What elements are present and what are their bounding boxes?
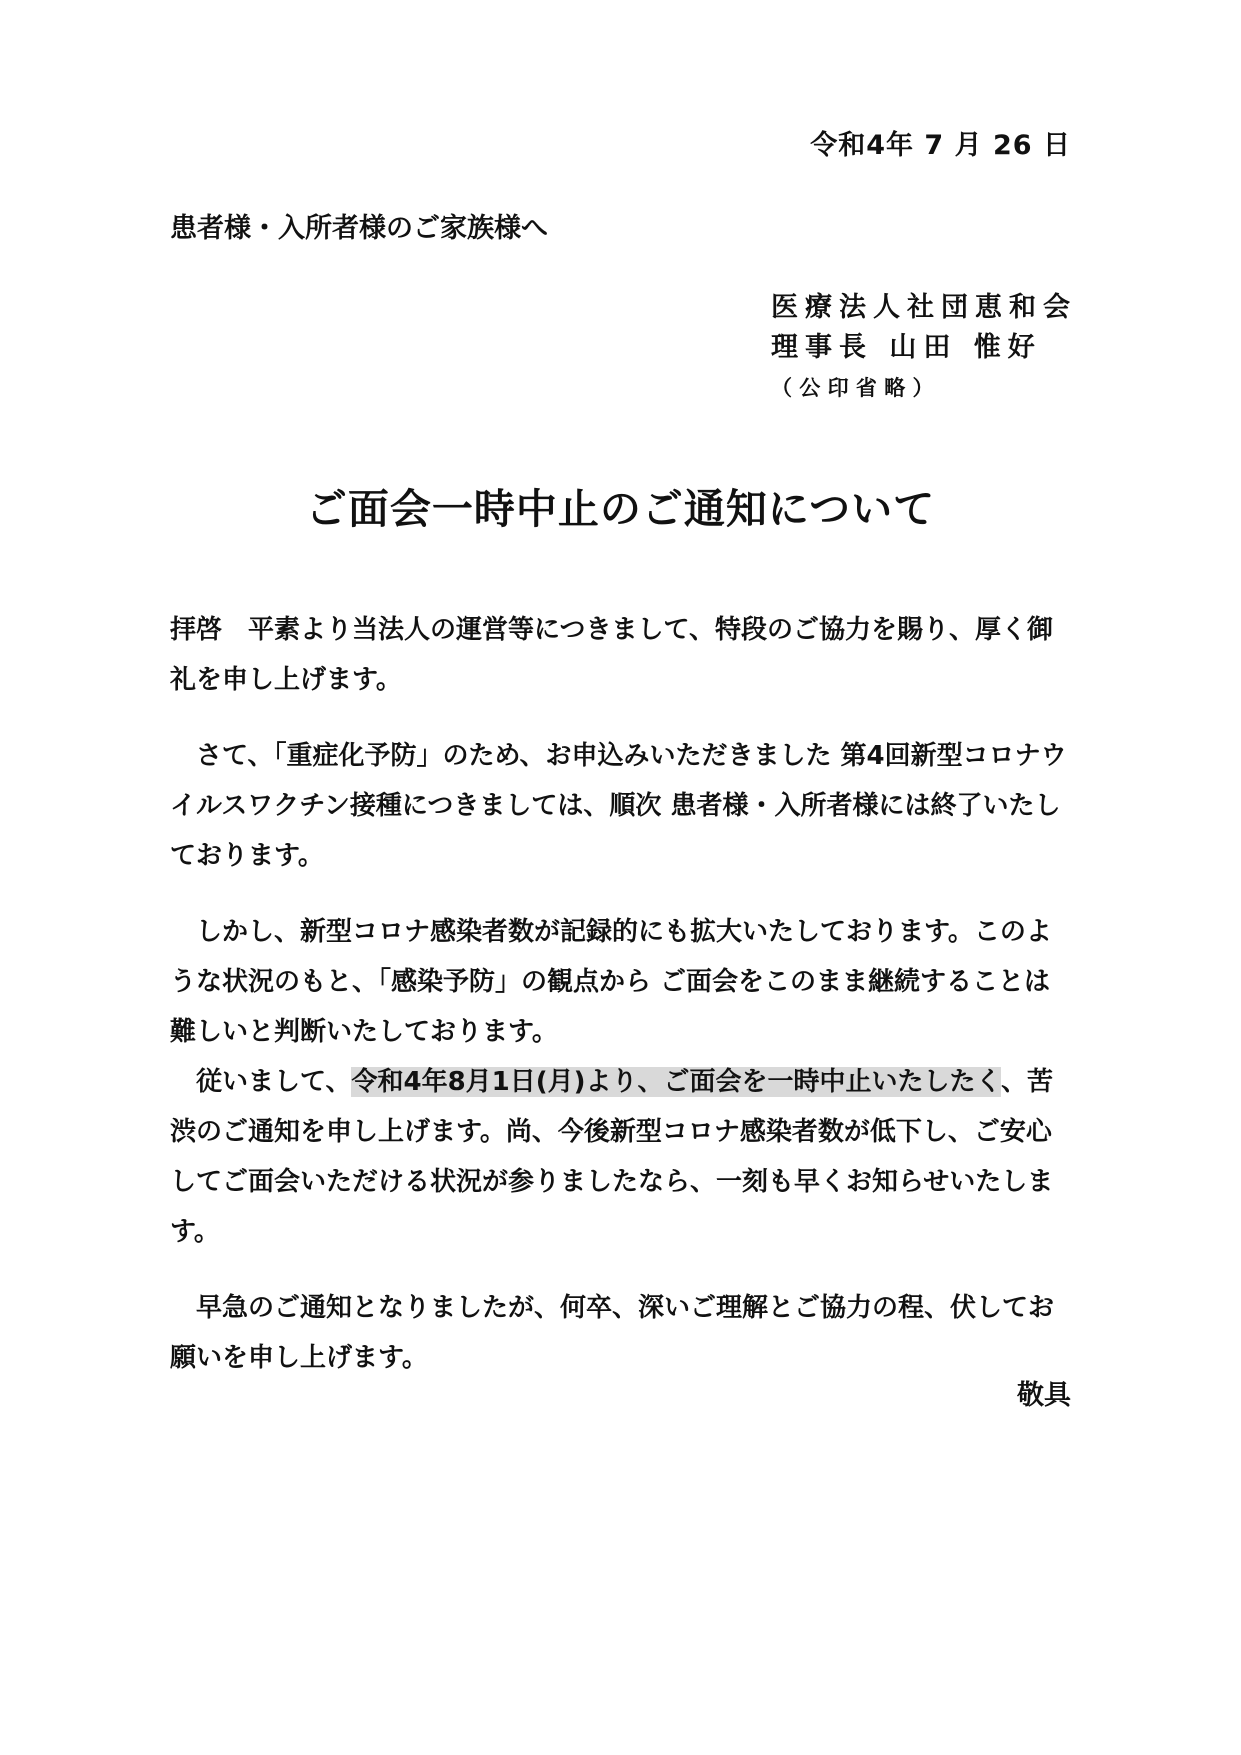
suspension-intro: 従いまして、	[196, 1067, 352, 1097]
letter-date: 令和4年 7 月 26 日	[810, 130, 1071, 161]
paragraph-request: 早急のご通知となりましたが、何卒、深いご理解とご協力の程、伏してお願いを申し上げます。	[170, 1293, 1055, 1373]
letter-recipient: 患者様・入所者様のご家族様へ	[170, 213, 548, 244]
suspension-date-highlight: 令和4年8月1日(月)より、ご面会を一時中止いたしたく	[351, 1067, 1002, 1097]
paragraph-infection: しかし、新型コロナ感染者数が記録的にも拡大いたしております。このような状況のもと、「感染予防」の観点から ご面会をこのまま継続することは難しいと判断いたしております。	[170, 917, 1052, 1047]
seal-omitted-note: （ 公 印 省 略 ）	[771, 376, 934, 400]
letter-closing: 敬具	[1017, 1380, 1071, 1411]
letter-body	[170, 605, 1070, 1383]
sender-chairman: 理事長 山田 惟好	[771, 332, 1042, 363]
letter-sender	[771, 288, 1077, 408]
sender-organization: 医療法人社団恵和会	[771, 292, 1077, 323]
letter-title: ご面会一時中止のご通知について	[305, 485, 936, 533]
suspension-detail: 、苦渋のご通知を申し上げます。尚、今後新型コロナ感染者数が低下し、ご安心してご面会いただける状況が参りましたなら、一刻も早くお知らせいたします。	[170, 1067, 1054, 1247]
paragraph-vaccination: さて、「重症化予防」のため、お申込みいただきました 第4回新型コロナウイルスワクチン接種につきましては、順次 患者様・入所者様には終了いたしております。	[170, 741, 1067, 871]
paragraph-greeting: 拝啓 平素より当法人の運営等につきまして、特段のご協力を賜り、厚く御礼を申し上げます。	[170, 615, 1053, 695]
paragraph-suspension	[170, 1057, 1070, 1257]
